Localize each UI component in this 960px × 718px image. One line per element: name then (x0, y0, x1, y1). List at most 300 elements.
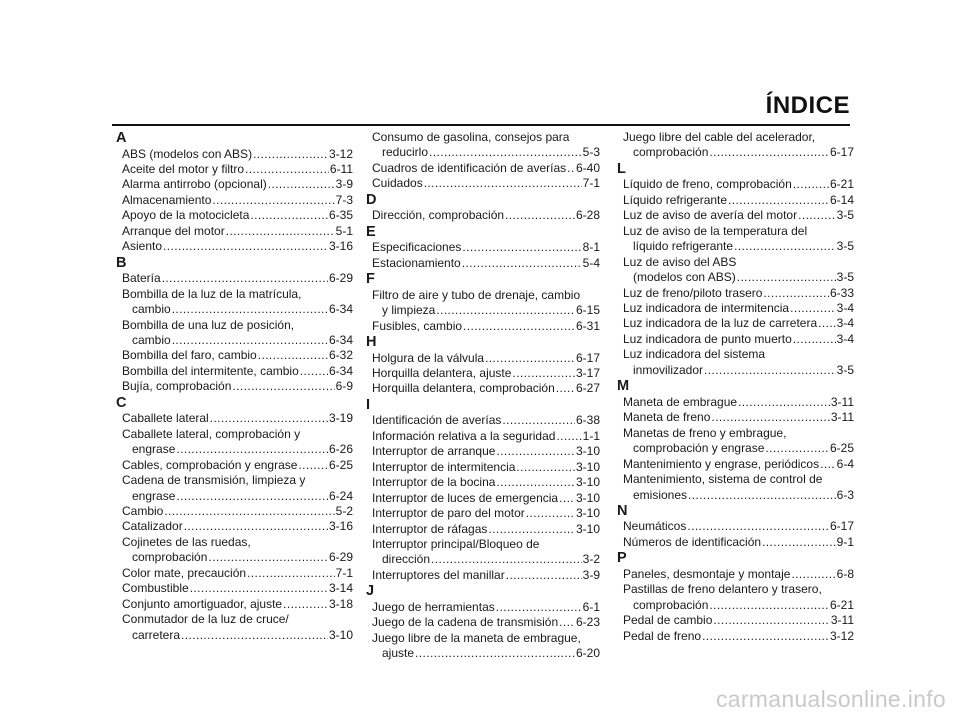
dot-leader (728, 193, 829, 208)
index-page-ref: 3-10 (575, 521, 600, 536)
index-entry (372, 208, 600, 223)
index-page-ref: 3-9 (335, 177, 353, 192)
index-entry (372, 444, 600, 459)
index-entry (122, 364, 353, 379)
index-page-ref: 6-20 (575, 646, 600, 661)
index-entry (122, 239, 353, 254)
dot-leader (462, 240, 581, 255)
index-page-ref: 5-1 (335, 223, 353, 238)
index-letter-heading: I (366, 396, 371, 413)
index-page-ref: 6-17 (575, 350, 600, 365)
dot-leader (258, 348, 328, 363)
dot-leader (163, 239, 328, 254)
index-entry-text: Juego libre del cable del acelerador, (623, 130, 816, 144)
index-letter-heading: D (366, 191, 377, 208)
index-page-ref: 7-1 (582, 176, 600, 191)
index-letter-heading: N (617, 502, 628, 519)
index-letter-heading: C (116, 394, 127, 411)
index-entry (372, 176, 600, 191)
index-entry (122, 411, 353, 426)
index-entry (623, 629, 854, 644)
index-entry (623, 286, 854, 301)
dot-leader (181, 628, 328, 643)
index-entry-label: Caballete lateral (122, 411, 209, 426)
index-page-ref: 3-17 (575, 365, 600, 380)
index-entry-label: engrase (132, 442, 176, 457)
dot-leader (415, 646, 575, 661)
index-entry-label: comprobación (633, 597, 709, 612)
dot-leader (245, 162, 329, 177)
index-entry (382, 552, 600, 567)
dot-leader (283, 597, 328, 612)
index-page-ref: 3-5 (836, 362, 854, 377)
index-page-ref: 3-10 (575, 459, 600, 474)
index-letter-heading: B (116, 254, 127, 271)
index-entry-label: Mantenimiento y engrase, periódicos (623, 456, 820, 471)
dot-leader (496, 600, 582, 615)
index-page-ref: 6-35 (328, 208, 353, 223)
index-entry-text: Filtro de aire y tubo de drenaje, cambio (372, 287, 581, 302)
index-entry-label: reducirlo (382, 145, 429, 160)
index-page-ref: 3-4 (836, 316, 854, 331)
dot-leader (791, 567, 835, 582)
dot-leader (172, 333, 328, 348)
index-page-ref: 6-40 (575, 160, 600, 175)
dot-leader (253, 147, 328, 162)
index-entry (372, 319, 600, 334)
dot-leader (431, 552, 582, 567)
index-entry (372, 429, 600, 444)
index-page-ref: 3-11 (830, 394, 854, 409)
index-page-ref: 3-4 (836, 331, 854, 346)
index-column-2 (366, 130, 600, 662)
index-entry-label: Horquilla delantera, comprobación (372, 381, 555, 396)
index-entry (623, 177, 854, 192)
index-entry (122, 147, 353, 162)
index-entry-label: inmovilizador (633, 362, 704, 377)
index-entry-text: Cadena de transmisión, limpieza y (122, 473, 306, 488)
index-page-ref: 6-34 (328, 363, 353, 378)
index-page-ref: 6-4 (836, 456, 854, 471)
index-page-ref: 3-19 (328, 411, 353, 426)
dot-leader (512, 366, 575, 381)
index-entry-label: Luz de freno/piloto trasero (623, 285, 763, 300)
dot-leader (702, 629, 829, 644)
index-entry (382, 145, 600, 160)
dot-leader (247, 566, 335, 581)
index-entry (372, 460, 600, 475)
dot-leader (790, 301, 836, 316)
index-entry-text: Luz indicadora del sistema (623, 347, 766, 362)
dot-leader (424, 176, 582, 191)
dot-leader (172, 302, 328, 317)
index-entry-text: Cojinetes de las ruedas, (122, 534, 251, 549)
index-entry (372, 491, 600, 506)
index-page-ref: 6-11 (329, 161, 353, 176)
index-entry-label: Aceite del motor y filtro (122, 161, 245, 176)
index-entry (122, 208, 353, 223)
dot-leader (226, 224, 335, 239)
dot-leader (462, 256, 582, 271)
index-letter-heading: H (366, 334, 377, 351)
index-entry-text: Interruptor principal/Bloqueo de (372, 537, 540, 552)
dot-leader (210, 411, 328, 426)
index-entry-text: Bombilla de la luz de la matrícula, (122, 286, 302, 301)
index-column-1 (116, 130, 353, 643)
index-entry (122, 177, 353, 192)
index-entry-label: Identificación de averías (372, 413, 502, 428)
index-entry-label: ajuste (382, 646, 415, 661)
index-entry-label: Arranque del motor (122, 223, 225, 238)
index-page-ref: 6-33 (829, 285, 854, 300)
dot-leader (556, 381, 575, 396)
index-entry-text: Caballete lateral, comprobación y (122, 426, 301, 441)
index-page-ref: 6-25 (829, 441, 854, 456)
index-entry (633, 441, 854, 456)
dot-leader (711, 410, 829, 425)
dot-leader (709, 145, 829, 160)
dot-leader (184, 519, 328, 534)
index-entry (372, 366, 600, 381)
index-letter-heading: E (366, 223, 376, 240)
index-page-ref: 9-1 (836, 534, 854, 549)
index-page-ref: 6-8 (836, 566, 854, 581)
index-page-ref: 3-12 (829, 628, 854, 643)
index-page-ref: 6-21 (829, 597, 854, 612)
index-entry-label: cambio (132, 302, 171, 317)
index-entry-label: (modelos con ABS) (633, 270, 736, 285)
index-entry (122, 566, 353, 581)
index-entry (122, 162, 353, 177)
index-page-ref: 6-21 (829, 177, 854, 192)
index-entry-label: Juego de herramientas (372, 599, 495, 614)
index-entry-label: comprobación y engrase (633, 441, 765, 456)
index-entry-label: Batería (122, 271, 161, 286)
index-entry (623, 301, 854, 316)
index-page-ref: 3-14 (328, 581, 353, 596)
index-entry-label: Conjunto amortiguador, ajuste (122, 596, 283, 611)
index-page-ref: 3-11 (830, 613, 854, 628)
index-page-ref: 3-10 (575, 475, 600, 490)
index-page-ref: 6-3 (836, 487, 854, 502)
index-entry-label: Maneta de embrague (623, 394, 738, 409)
index-page-ref: 6-17 (829, 519, 854, 534)
index-page-ref: 6-29 (328, 550, 353, 565)
index-entry (623, 613, 854, 628)
index-entry-label: Luz de aviso de avería del motor (623, 208, 798, 223)
dot-leader (164, 504, 334, 519)
index-entry (372, 381, 600, 396)
index-entry-label: Interruptor de intermitencia (372, 459, 516, 474)
index-entry-label: Interruptor de luces de emergencia (372, 490, 559, 505)
index-page-ref: 6-34 (328, 332, 353, 347)
index-entry (132, 628, 353, 643)
index-entry (372, 413, 600, 428)
index-page-ref: 7-1 (335, 565, 353, 580)
index-entry-label: Juego de la cadena de transmisión (372, 615, 559, 630)
dot-leader (526, 506, 575, 521)
index-entry (633, 488, 854, 503)
index-entry-label: Bombilla del intermitente, cambio (122, 363, 299, 378)
index-entry-label: cambio (132, 332, 171, 347)
dot-leader (559, 491, 575, 506)
dot-leader (793, 177, 829, 192)
index-entry-label: Color mate, precaución (122, 565, 247, 580)
index-entry (382, 303, 600, 318)
index-entry-label: y limpieza (382, 303, 436, 318)
index-letter-heading: P (617, 550, 627, 567)
index-entry-label: líquido refrigerante (633, 239, 734, 254)
index-entry-label: Combustible (122, 581, 189, 596)
index-entry (122, 458, 353, 473)
index-page-ref: 6-27 (575, 381, 600, 396)
index-entry (623, 332, 854, 347)
index-page-ref: 3-10 (575, 490, 600, 505)
index-entry-label: Almacenamiento (122, 192, 212, 207)
index-entry (122, 519, 353, 534)
dot-leader (818, 316, 836, 331)
index-entry-label: Bujía, comprobación (122, 379, 232, 394)
dot-leader (488, 522, 575, 537)
dot-leader (505, 208, 575, 223)
dot-leader (704, 363, 836, 378)
dot-leader (232, 379, 334, 394)
index-entry-text: Manetas de freno y embrague, (623, 425, 787, 440)
dot-leader (820, 457, 836, 472)
index-entry (623, 193, 854, 208)
index-page-ref: 8-1 (582, 240, 600, 255)
index-entry (372, 522, 600, 537)
index-entry-label: Interruptor de arranque (372, 444, 496, 459)
dot-leader (506, 568, 582, 583)
index-entry (623, 316, 854, 331)
index-entry-label: Interruptor de ráfagas (372, 521, 488, 536)
index-entry-label: Líquido de freno, comprobación (623, 177, 792, 192)
index-entry (623, 535, 854, 550)
dot-leader (709, 598, 829, 613)
index-entry (132, 550, 353, 565)
index-entry-label: emisiones (633, 487, 688, 502)
index-page-ref: 6-29 (328, 271, 353, 286)
index-entry (132, 333, 353, 348)
index-entry-label: Cambio (122, 504, 164, 519)
index-entry-text: Bombilla de una luz de posición, (122, 317, 295, 332)
title-rule (112, 124, 850, 126)
dot-leader (463, 319, 575, 334)
dot-leader (212, 193, 334, 208)
index-entry-label: Neumáticos (623, 519, 687, 534)
index-entry-label: dirección (382, 552, 431, 567)
dot-leader (176, 489, 328, 504)
dot-leader (429, 145, 582, 160)
dot-leader (485, 351, 575, 366)
index-entry (372, 240, 600, 255)
index-entry-text: Luz de aviso del ABS (623, 254, 737, 269)
index-entry-label: Alarma antirrobo (opcional) (122, 177, 267, 192)
index-entry (623, 395, 854, 410)
index-entry-label: comprobación (132, 550, 208, 565)
index-page-ref: 6-32 (328, 348, 353, 363)
dot-leader (765, 441, 829, 456)
index-page-ref: 5-2 (335, 504, 353, 519)
index-entry-label: engrase (132, 488, 176, 503)
dot-leader (559, 615, 575, 630)
index-page-ref: 3-2 (582, 552, 600, 567)
index-page-ref: 3-9 (582, 567, 600, 582)
index-entry-label: Especificaciones (372, 240, 462, 255)
dot-leader (298, 458, 328, 473)
dot-leader (734, 239, 836, 254)
dot-leader (496, 444, 575, 459)
index-page-ref: 1-1 (582, 428, 600, 443)
index-entry (623, 567, 854, 582)
index-entry-label: ABS (modelos con ABS) (122, 146, 253, 161)
dot-leader (762, 535, 836, 550)
index-entry-label: Catalizador (122, 519, 183, 534)
index-page-ref: 6-26 (328, 442, 353, 457)
index-entry-text: Juego libre de la maneta de embrague, (372, 630, 581, 645)
dot-leader (556, 429, 581, 444)
index-entry (633, 363, 854, 378)
index-page-ref: 3-12 (328, 146, 353, 161)
index-letter-heading: M (617, 378, 630, 395)
index-page-ref: 6-1 (582, 599, 600, 614)
index-entry-label: Apoyo de la motocicleta (122, 208, 250, 223)
index-entry (372, 506, 600, 521)
index-entry-label: Asiento (122, 239, 163, 254)
index-page-ref: 6-9 (335, 379, 353, 394)
page-title: ÍNDICE (765, 92, 850, 119)
index-letter-heading: F (366, 271, 375, 288)
index-entry (372, 351, 600, 366)
index-page-ref: 6-24 (328, 488, 353, 503)
index-entry-label: carretera (132, 627, 181, 642)
index-entry-label: Cuidados (372, 176, 423, 191)
index-letter-heading: L (617, 160, 626, 177)
index-page-ref: 5-4 (582, 255, 600, 270)
index-entry (633, 270, 854, 285)
index-entry (623, 410, 854, 425)
index-page-ref: 3-16 (328, 519, 353, 534)
index-entry (122, 581, 353, 596)
index-page-ref: 6-28 (575, 208, 600, 223)
index-entry (372, 475, 600, 490)
index-letter-heading: A (116, 130, 127, 146)
index-entry (623, 519, 854, 534)
index-entry-label: Pedal de cambio (623, 613, 713, 628)
index-entry (372, 161, 600, 176)
dot-leader (300, 364, 328, 379)
dot-leader (688, 488, 836, 503)
index-page-ref: 6-31 (575, 318, 600, 333)
index-entry-label: Luz indicadora de intermitencia (623, 301, 790, 316)
index-page-ref: 6-15 (575, 303, 600, 318)
dot-leader (763, 286, 829, 301)
dot-leader (268, 177, 335, 192)
index-entry (633, 145, 854, 160)
index-entry (132, 442, 353, 457)
index-entry-label: Paneles, desmontaje y montaje (623, 566, 791, 581)
index-letter-heading: J (366, 583, 375, 600)
index-page-ref: 3-10 (575, 444, 600, 459)
index-page-ref: 3-18 (328, 596, 353, 611)
dot-leader (738, 395, 830, 410)
dot-leader (190, 581, 328, 596)
dot-leader (502, 413, 575, 428)
index-entry-label: Interruptores del manillar (372, 567, 505, 582)
index-entry-label: Luz indicadora de la luz de carretera (623, 316, 818, 331)
index-entry-label: Información relativa a la seguridad (372, 428, 556, 443)
index-page-ref: 5-3 (582, 145, 600, 160)
index-page-ref: 6-14 (829, 192, 854, 207)
index-entry-text: Consumo de gasolina, consejos para (372, 130, 570, 144)
index-page-ref: 3-5 (836, 208, 854, 223)
index-entry (122, 224, 353, 239)
index-page-ref: 3-4 (836, 301, 854, 316)
index-entry (122, 271, 353, 286)
index-entry-label: Dirección, comprobación (372, 208, 505, 223)
index-entry (382, 646, 600, 661)
index-entry (623, 457, 854, 472)
index-page-ref: 3-5 (836, 270, 854, 285)
index-page-ref: 6-17 (829, 145, 854, 160)
dot-leader (737, 270, 836, 285)
index-entry (122, 379, 353, 394)
dot-leader (798, 208, 836, 223)
watermark: carmanualsonline.info (715, 686, 946, 712)
index-entry-label: Líquido refrigerante (623, 192, 728, 207)
dot-leader (162, 271, 328, 286)
index-entry-label: Números de identificación (623, 534, 762, 549)
index-entry (122, 504, 353, 519)
index-column-3 (617, 130, 854, 644)
index-page-ref: 3-5 (836, 239, 854, 254)
index-entry (633, 598, 854, 613)
dot-leader (176, 442, 328, 457)
index-entry-text: Conmutador de la luz de cruce/ (122, 612, 289, 627)
index-entry (122, 193, 353, 208)
index-entry (132, 489, 353, 504)
index-page-ref: 6-23 (575, 615, 600, 630)
dot-leader (436, 303, 575, 318)
index-entry (122, 597, 353, 612)
index-entry-label: Interruptor de paro del motor (372, 506, 525, 521)
index-entry (372, 568, 600, 583)
index-entry-label: comprobación (633, 145, 709, 160)
dot-leader (516, 460, 575, 475)
index-entry-label: Holgura de la válvula (372, 350, 485, 365)
index-entry (132, 302, 353, 317)
dot-leader (567, 161, 575, 176)
index-page-ref: 3-10 (575, 506, 600, 521)
dot-leader (208, 550, 328, 565)
index-page-ref: 3-16 (328, 239, 353, 254)
index-entry-label: Bombilla del faro, cambio (122, 348, 257, 363)
index-page-ref: 6-38 (575, 413, 600, 428)
index-entry-text: Mantenimiento, sistema de control de (623, 472, 823, 487)
index-page-ref: 6-34 (328, 302, 353, 317)
index-entry-label: Interruptor de la bocina (372, 475, 496, 490)
dot-leader (793, 332, 836, 347)
index-page-ref: 3-11 (830, 410, 854, 425)
index-page-ref: 3-10 (328, 627, 353, 642)
index-entry-label: Pedal de freno (623, 628, 702, 643)
dot-leader (713, 613, 829, 628)
index-entry (372, 615, 600, 630)
index-entry (623, 208, 854, 223)
dot-leader (250, 208, 328, 223)
index-entry (122, 348, 353, 363)
